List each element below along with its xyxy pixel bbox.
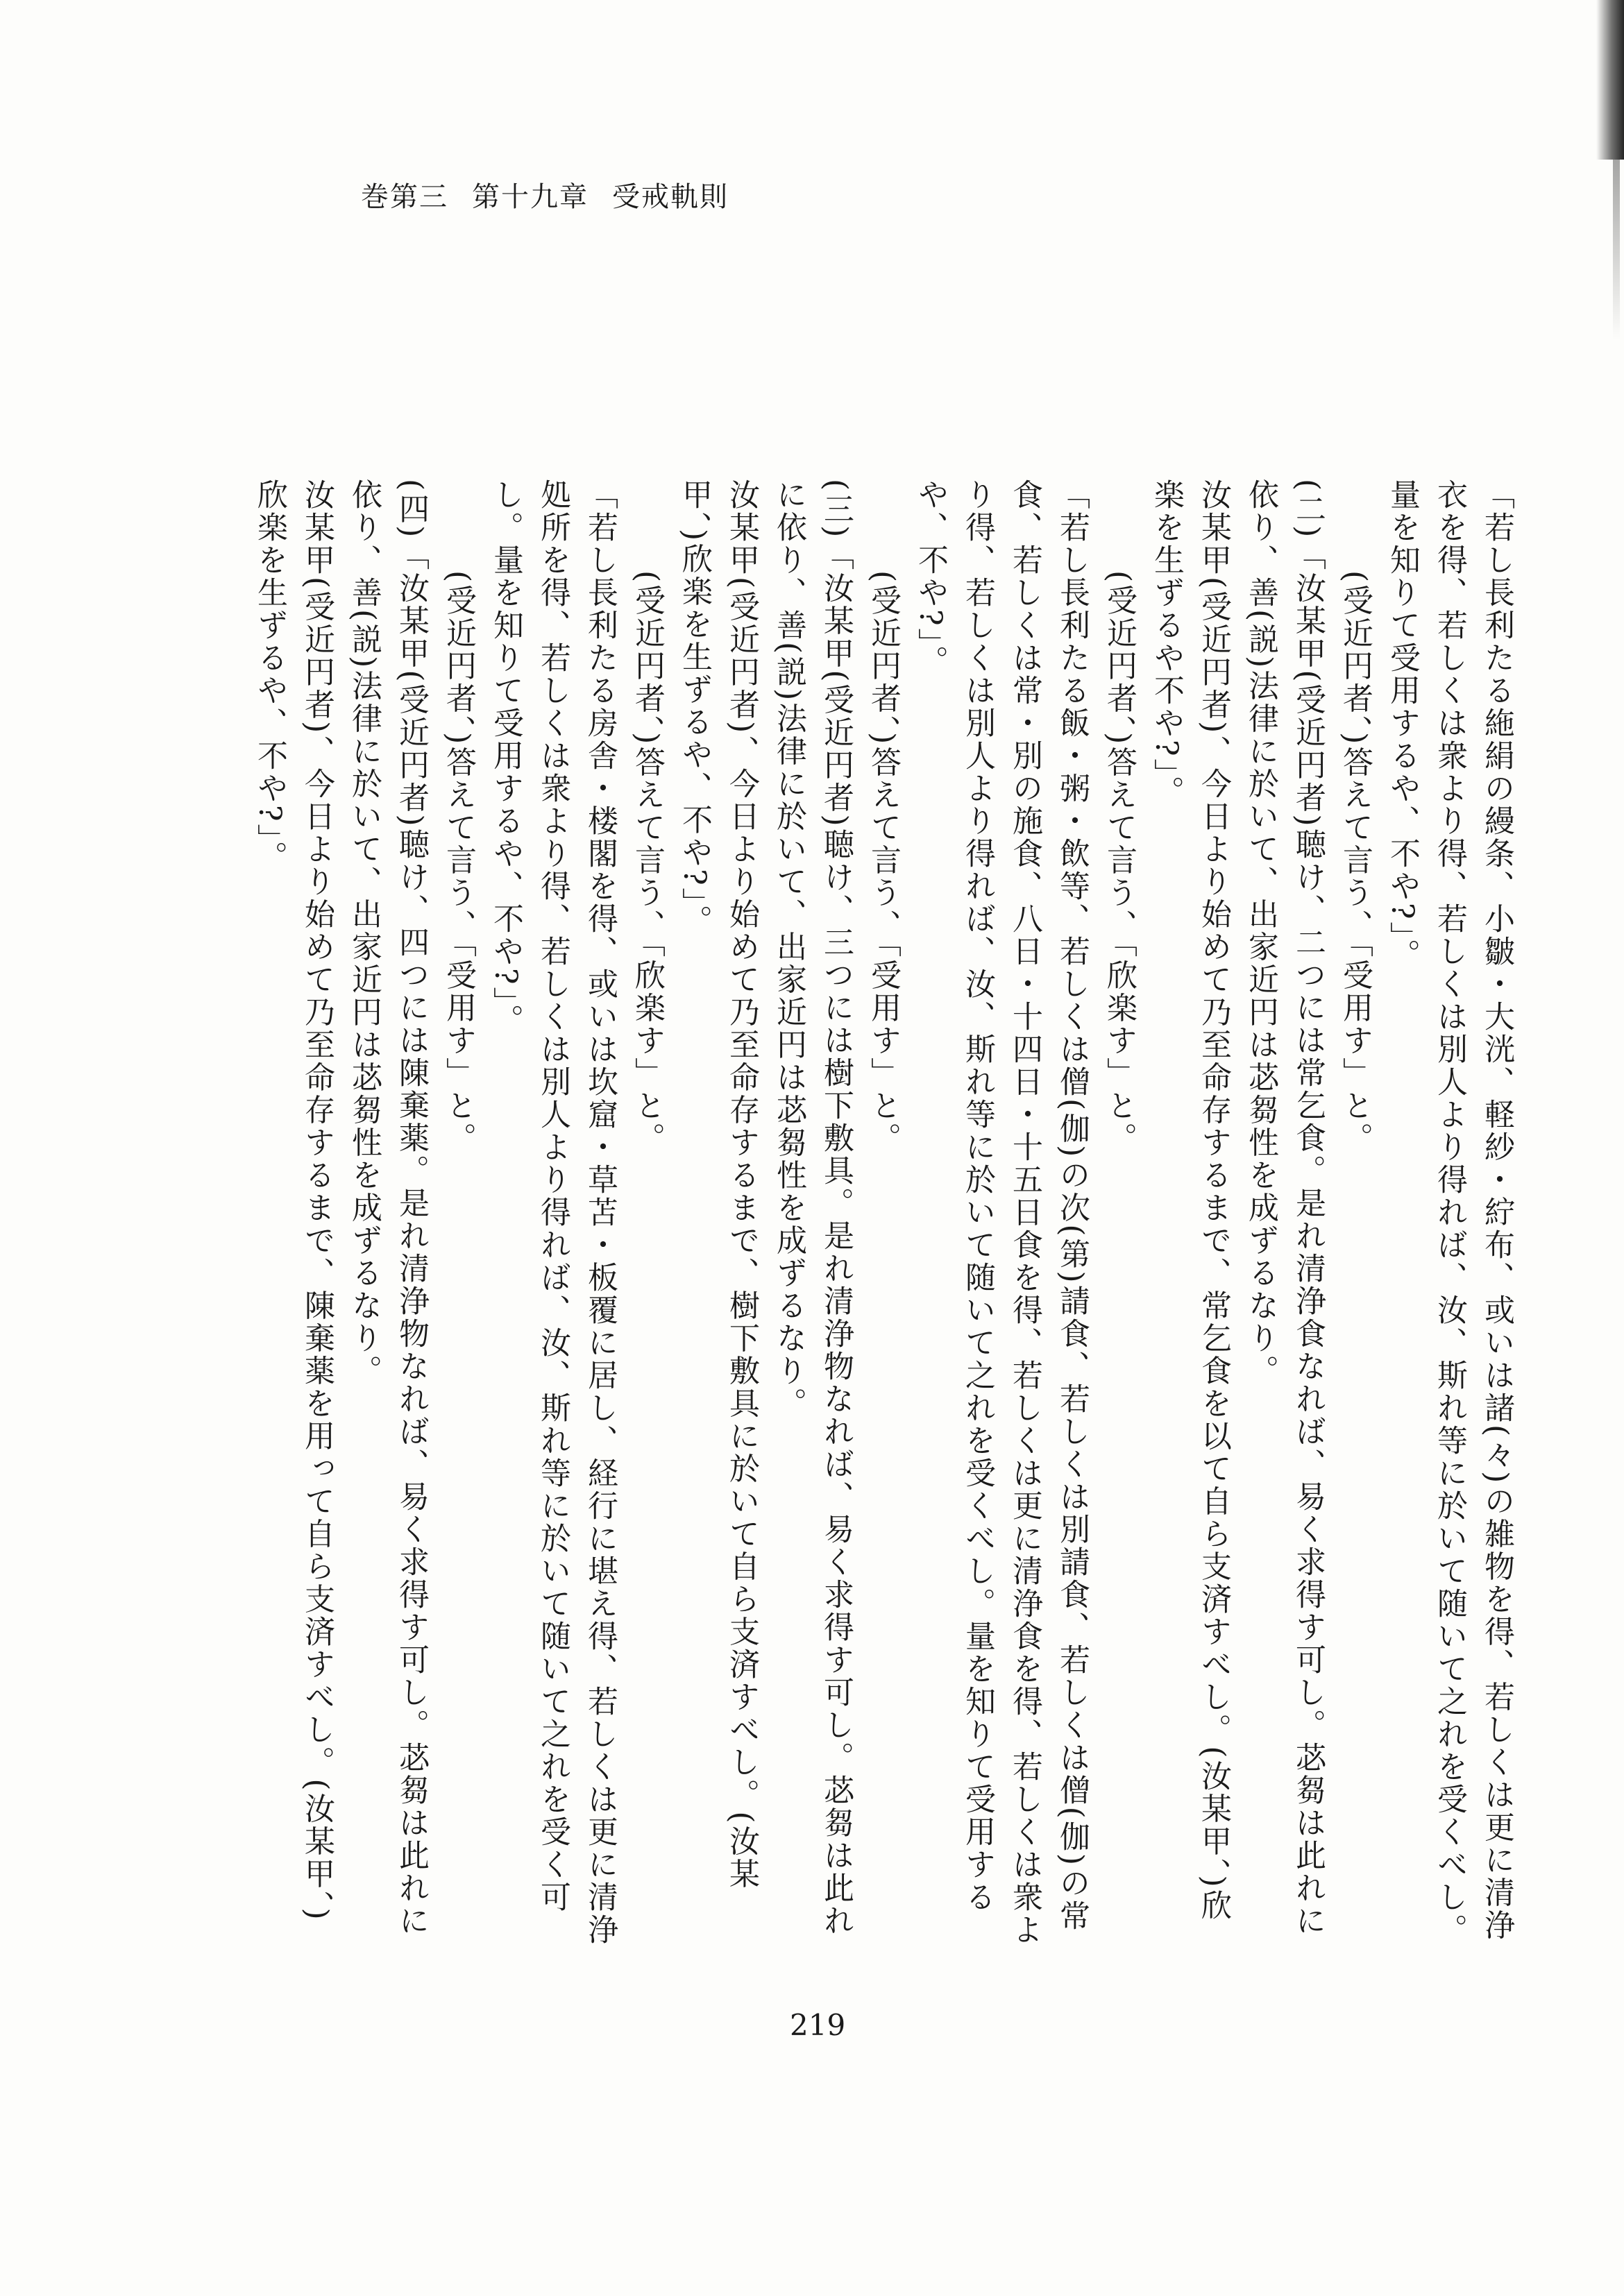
paragraph: (四)「汝某甲(受近円者)聴け、四つには陳棄薬。是れ清浄物なれば、易く求得す可し。苾芻は此れに依り、善(説)法律に於いて、出家近円は苾芻性を成ずるなり。 [346,479,429,1937]
paragraph-reply: (受近円者、)答えて言う、「受用す」と。 [441,570,476,1155]
page-number: 219 [790,2008,846,2042]
scan-shadow [1596,0,1624,160]
paragraph-reply: (受近円者、)答えて言う、「欣楽す」と。 [629,570,665,1155]
running-head-volume: 巻第三 [361,181,448,213]
running-head-title: 受戒軌則 [612,181,729,213]
paragraph: 「若し長利たる絁絹の縵条、小皺・大洸、軽紗・紵布、或いは諸(々)の雑物を得、若しくは更に清浄衣を得、若しくは衆より得、若しくは別人より得れば、汝、斯れ等に於いて随いて之れを受くべし。量を知りて受用するや、不や?」。 [1385,479,1514,1946]
paragraph: 「若し長利たる飯・粥・飲等、若しくは僧(伽)の次(第)請食、若しくは別請食、若しくは僧(伽)の常食、若しくは常・別の施食、八日・十四日・十五日食を得、若しくは更に清浄食を得、若しくは衆より得、若しくは別人より得れば、汝、斯れ等に於いて随いて之れを受くべし。量を知りて受用するや、不や?」。 [913,479,1090,1946]
paragraph: 汝某甲(受近円者)、今日より始めて乃至命存するまで、常乞食を以て自ら支済すべし。(汝某甲、)欣楽を生ずるや不や?」。 [1149,479,1231,1922]
paragraph: (二)「汝某甲(受近円者)聴け、二つには常乞食。是れ清浄食なれば、易く求得す可し。苾芻は此れに依り、善(説)法律に於いて、出家近円は苾芻性を成ずるなり。 [1243,479,1326,1937]
paragraph: (三)「汝某甲(受近円者)聴け、三つには樹下敷具。是れ清浄物なれば、易く求得す可し。苾芻は此れに依り、善(説)法律に於いて、出家近円は苾芻性を成ずるなり。 [771,479,854,1937]
paragraph: 「若し長利たる房舎・楼閣を得、或いは坎窟・草苫・板覆に居し、経行に堪え得、若しくは更に清浄処所を得、若しくは衆より得、若しくは別人より得れば、汝、斯れ等に於いて随いて之れを受く可し。量を知りて受用するや、不や?」。 [488,479,618,1946]
paragraph-reply: (受近円者、)答えて言う、「受用す」と。 [865,570,901,1155]
paragraph-reply: (受近円者、)答えて言う、「欣楽す」と。 [1101,570,1137,1155]
paragraph-reply: (受近円者、)答えて言う、「受用す」と。 [1337,570,1373,1155]
paragraph: 汝某甲(受近円者)、今日より始めて乃至命存するまで、陳棄薬を用って自ら支済すべし。(汝某甲、)欣楽を生ずるや、不や?」。 [252,479,335,1922]
scan-shadow-lower [1613,160,1620,340]
body-text [246,479,1520,1950]
paragraph: 汝某甲(受近円者)、今日より始めて乃至命存するまで、樹下敷具に於いて自ら支済すべし。(汝某甲、)欣楽を生ずるや、不や?」。 [677,479,759,1891]
running-head [361,175,729,214]
running-head-chapter: 第十九章 [472,181,589,213]
